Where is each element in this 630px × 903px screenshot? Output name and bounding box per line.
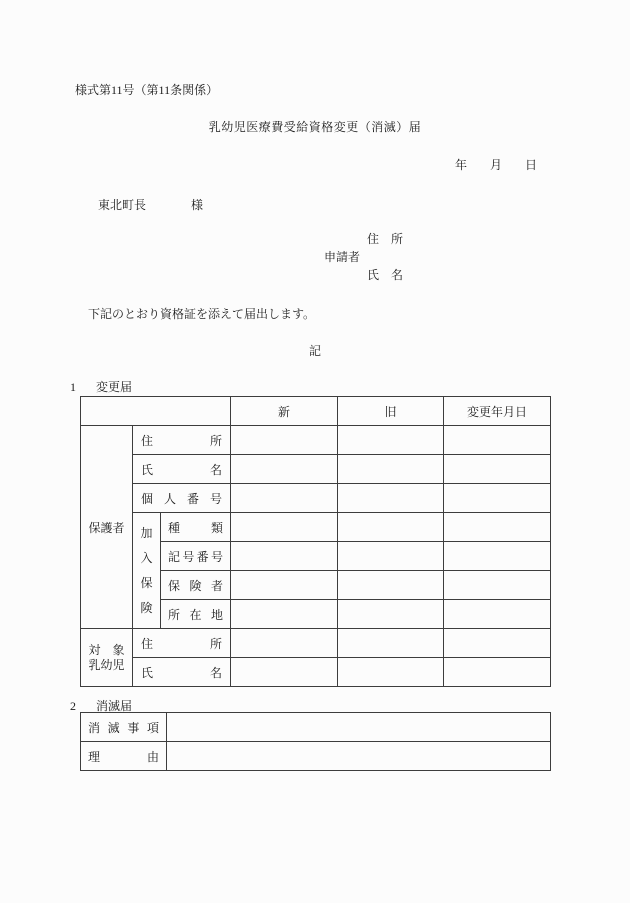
statement: 下記のとおり資格証を添えて届出します。	[88, 307, 316, 321]
insurance-group-label: 加 入 保 険	[133, 513, 161, 629]
input-cell-new	[231, 455, 338, 484]
row-label-insurer-location: 所 在 地	[161, 600, 231, 629]
input-cell-change-date	[444, 600, 551, 629]
input-cell-old	[338, 629, 444, 658]
input-cell-new	[231, 600, 338, 629]
row-label-guardian-name: 氏 名	[133, 455, 231, 484]
table-row	[81, 513, 551, 542]
day-label: 日	[525, 158, 538, 172]
input-cell-old	[338, 542, 444, 571]
input-cell-change-date	[444, 629, 551, 658]
input-cell-old	[338, 658, 444, 687]
input-cell-change-date	[444, 455, 551, 484]
recipient-name: 東北町長	[98, 198, 147, 212]
applicant-name-label: 氏 名	[367, 268, 404, 282]
row-label-guardian-address: 住 所	[133, 426, 231, 455]
input-cell-old	[338, 513, 444, 542]
input-cell-new	[231, 542, 338, 571]
applicant-group-label: 申請者	[324, 250, 361, 264]
recipient-honorific: 様	[191, 198, 204, 212]
input-cell-extinction-items	[167, 713, 551, 742]
ki-mark: 記	[308, 344, 321, 358]
input-cell-old	[338, 484, 444, 513]
input-cell-new	[231, 629, 338, 658]
table-row	[81, 658, 551, 687]
section-1-label: 変更届	[96, 380, 133, 394]
column-header-change-date: 変更年月日	[444, 397, 551, 426]
input-cell-change-date	[444, 426, 551, 455]
month-label: 月	[490, 158, 503, 172]
guardian-group-label: 保護者	[81, 426, 133, 629]
row-label-symbol-number: 記 号 番 号	[161, 542, 231, 571]
section-1-number: 1	[70, 380, 76, 394]
input-cell-new	[231, 513, 338, 542]
input-cell-change-date	[444, 542, 551, 571]
row-label-reason: 理 由	[81, 742, 167, 771]
target-label-line1: 対 象	[88, 642, 125, 657]
form-title: 乳幼児医療費受給資格変更（消滅）届	[208, 120, 422, 134]
target-label-line2: 乳幼児	[88, 657, 125, 672]
input-cell-change-date	[444, 513, 551, 542]
applicant-address-label: 住 所	[367, 232, 404, 246]
section-2-number: 2	[70, 699, 76, 713]
input-cell-new	[231, 426, 338, 455]
input-cell-change-date	[444, 571, 551, 600]
row-label-insurance-type: 種 類	[161, 513, 231, 542]
table-row	[81, 426, 551, 455]
input-cell-change-date	[444, 658, 551, 687]
column-header-new: 新	[231, 397, 338, 426]
section-2-label: 消滅届	[96, 699, 133, 713]
table-row	[81, 484, 551, 513]
input-cell-old	[338, 571, 444, 600]
target-group-label	[81, 629, 133, 687]
input-cell-reason	[167, 742, 551, 771]
input-cell-old	[338, 426, 444, 455]
input-cell-new	[231, 571, 338, 600]
row-label-personal-number: 個 人 番 号	[133, 484, 231, 513]
row-label-target-name: 氏 名	[133, 658, 231, 687]
table-row	[81, 713, 551, 742]
row-label-extinction-items: 消 滅 事 項	[81, 713, 167, 742]
extinction-table	[80, 712, 551, 771]
input-cell-change-date	[444, 484, 551, 513]
input-cell-old	[338, 455, 444, 484]
form-number: 様式第11号（第11条関係）	[75, 83, 219, 97]
table-row	[81, 742, 551, 771]
table-row	[81, 629, 551, 658]
row-label-target-address: 住 所	[133, 629, 231, 658]
date-line	[455, 156, 537, 173]
input-cell-old	[338, 600, 444, 629]
section-1-heading	[70, 378, 132, 395]
row-label-insurer: 保 険 者	[161, 571, 231, 600]
input-cell-new	[231, 658, 338, 687]
input-cell-new	[231, 484, 338, 513]
column-header-old: 旧	[338, 397, 444, 426]
table-row	[81, 455, 551, 484]
header-empty-cell	[81, 397, 231, 426]
change-table-header-row	[81, 397, 551, 426]
year-label: 年	[455, 158, 468, 172]
change-table	[80, 396, 551, 687]
recipient-line	[98, 196, 203, 213]
